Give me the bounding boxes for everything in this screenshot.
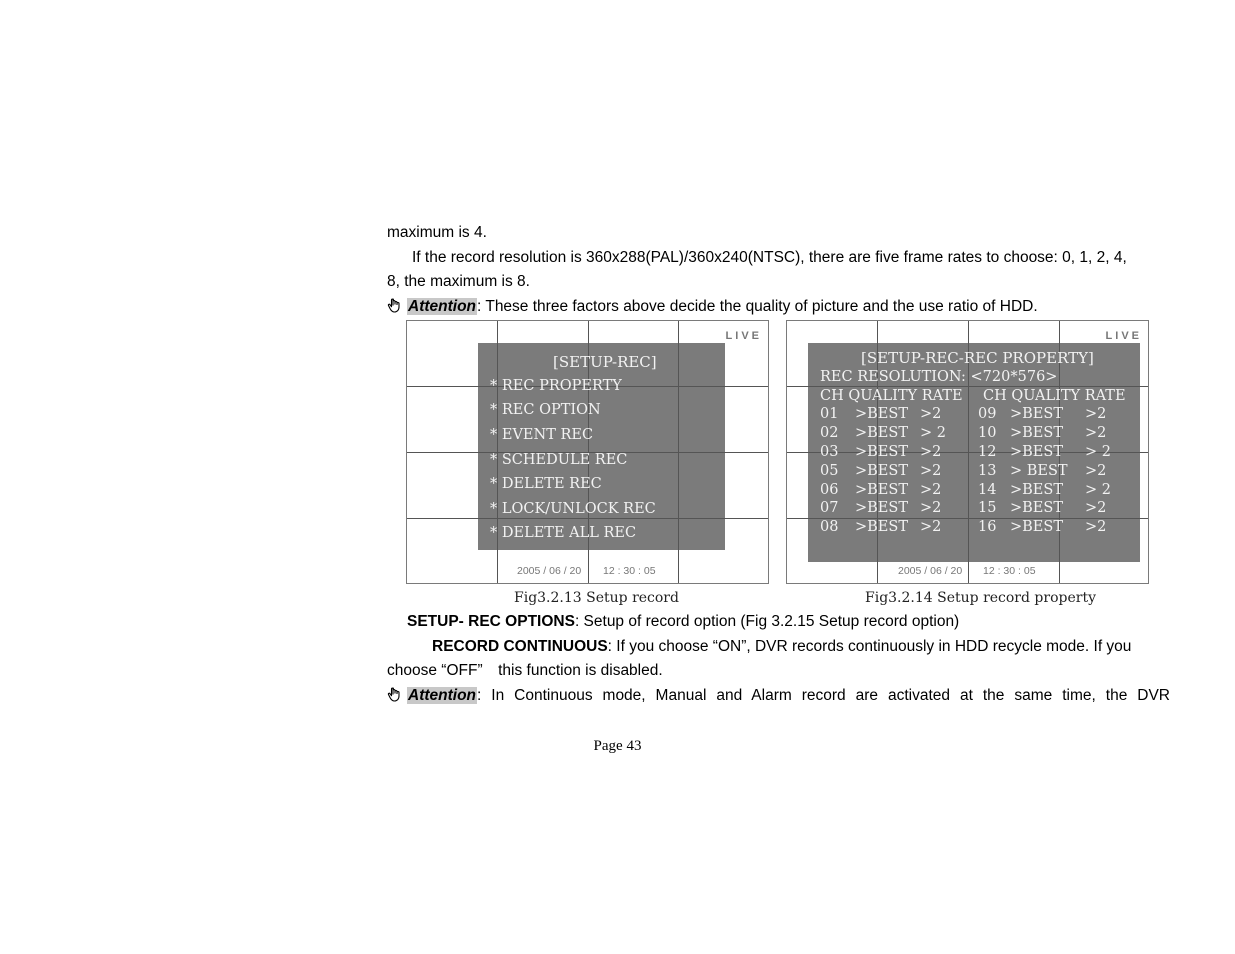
table-cell: 15 [978, 500, 997, 517]
setup-rec-options-label: SETUP- REC OPTIONS [407, 613, 575, 630]
table-cell[interactable]: >2 [1085, 519, 1107, 536]
menu-title: [SETUP-REC] [553, 353, 657, 371]
table-cell: 06 [820, 481, 839, 498]
table-cell[interactable]: >BEST [1010, 443, 1063, 460]
attention-label: Attention [408, 687, 477, 704]
record-continuous-text: : If you choose “ON”, DVR records continuously in HDD recycle mode. If you [607, 638, 1132, 655]
table-row [820, 518, 1115, 537]
table-cell: 03 [820, 443, 839, 460]
table-cell[interactable]: >BEST [855, 481, 908, 498]
table-cell[interactable]: >2 [920, 443, 942, 460]
table-cell[interactable]: > 2 [920, 425, 946, 442]
column-header-left: CH QUALITY RATE [820, 388, 963, 404]
menu-item-rec-property[interactable]: * REC PROPERTY [490, 378, 622, 394]
table-cell[interactable]: >2 [1085, 406, 1107, 423]
date-stamp: 2005 / 06 / 20 [517, 565, 582, 577]
table-cell[interactable]: >2 [920, 406, 942, 423]
paragraph-line: 8, the maximum is 8. [387, 273, 530, 290]
menu-item-event-rec[interactable]: * EVENT REC [490, 427, 594, 443]
page-number: Page 43 [593, 738, 642, 754]
table-cell[interactable]: >BEST [1010, 519, 1063, 536]
table-cell[interactable]: >2 [1085, 425, 1107, 442]
table-row [820, 443, 1115, 462]
attention-note [387, 686, 1170, 706]
table-cell[interactable]: >BEST [1010, 406, 1063, 423]
setup-record-property-screen [786, 320, 1149, 584]
record-continuous-line [432, 637, 1131, 657]
table-cell[interactable]: >BEST [855, 519, 908, 536]
table-cell[interactable]: >2 [920, 500, 942, 517]
menu-title: [SETUP-REC-REC PROPERTY] [861, 349, 1094, 367]
date-stamp: 2005 / 06 / 20 [898, 565, 963, 577]
setup-rec-options-text: : Setup of record option (Fig 3.2.15 Setup record option) [574, 613, 960, 630]
table-cell: 07 [820, 500, 839, 517]
table-cell[interactable]: >2 [1085, 500, 1107, 517]
table-cell[interactable]: >BEST [1010, 425, 1063, 442]
table-row [820, 405, 1115, 424]
attention-text: : These three factors above decide the quality of picture and the use ratio of HDD. [477, 298, 1038, 315]
pointing-hand-icon [387, 297, 403, 313]
attention-note [387, 297, 1038, 317]
table-cell[interactable]: >2 [920, 519, 942, 536]
table-cell: 05 [820, 462, 839, 479]
table-cell[interactable]: >BEST [1010, 481, 1063, 498]
table-row [820, 424, 1115, 443]
table-cell: 16 [978, 519, 997, 536]
table-cell[interactable]: >BEST [1010, 500, 1063, 517]
table-cell[interactable]: >BEST [855, 462, 908, 479]
table-cell: 08 [820, 519, 839, 536]
table-cell[interactable]: >2 [1085, 462, 1107, 479]
table-cell[interactable]: > BEST [1010, 462, 1068, 479]
live-label: LIVE [1105, 330, 1142, 342]
rec-resolution[interactable]: REC RESOLUTION: <720*576> [820, 369, 1058, 385]
table-cell[interactable]: >2 [920, 481, 942, 498]
time-stamp: 12 : 30 : 05 [983, 565, 1036, 577]
menu-item-lock-unlock-rec[interactable]: * LOCK/UNLOCK REC [490, 501, 656, 517]
table-cell: 12 [978, 443, 997, 460]
table-cell: 14 [978, 481, 997, 498]
figure-caption: Fig3.2.13 Setup record [514, 590, 679, 606]
paragraph-line: If the record resolution is 360x288(PAL)/360x240(NTSC), there are five frame rates to choose: 0, 1, 2, 4, [412, 249, 1127, 266]
table-cell: 02 [820, 425, 839, 442]
table-cell: 09 [978, 406, 997, 423]
paragraph-line: choose “OFF” this function is disabled. [387, 662, 663, 679]
figure-caption: Fig3.2.14 Setup record property [865, 590, 1096, 606]
table-row [820, 480, 1115, 499]
table-cell[interactable]: > 2 [1085, 481, 1111, 498]
table-cell: 13 [978, 462, 997, 479]
table-cell[interactable]: > 2 [1085, 443, 1111, 460]
table-cell[interactable]: >BEST [855, 500, 908, 517]
record-continuous-label: RECORD CONTINUOUS [432, 638, 608, 655]
table-cell: 10 [978, 425, 997, 442]
column-header-right: CH QUALITY RATE [983, 388, 1126, 404]
menu-item-delete-rec[interactable]: * DELETE REC [490, 476, 602, 492]
table-cell: 01 [820, 406, 839, 423]
attention-text: : In Continuous mode, Manual and Alarm record are activated at the same time, the DVR [477, 687, 1170, 704]
live-label: LIVE [725, 330, 762, 342]
setup-record-screen [406, 320, 769, 584]
pointing-hand-icon [387, 686, 403, 702]
table-row [820, 461, 1115, 480]
table-cell[interactable]: >2 [920, 462, 942, 479]
channel-table [820, 405, 1115, 537]
paragraph-line: maximum is 4. [387, 224, 487, 241]
table-row [820, 499, 1115, 518]
table-cell[interactable]: >BEST [855, 406, 908, 423]
menu-item-schedule-rec[interactable]: * SCHEDULE REC [490, 452, 628, 468]
attention-label: Attention [408, 298, 477, 315]
menu-item-rec-option[interactable]: * REC OPTION [490, 402, 601, 418]
menu-item-delete-all-rec[interactable]: * DELETE ALL REC [490, 525, 637, 541]
setup-rec-options-line [407, 612, 959, 632]
table-cell[interactable]: >BEST [855, 425, 908, 442]
time-stamp: 12 : 30 : 05 [603, 565, 656, 577]
table-cell[interactable]: >BEST [855, 443, 908, 460]
